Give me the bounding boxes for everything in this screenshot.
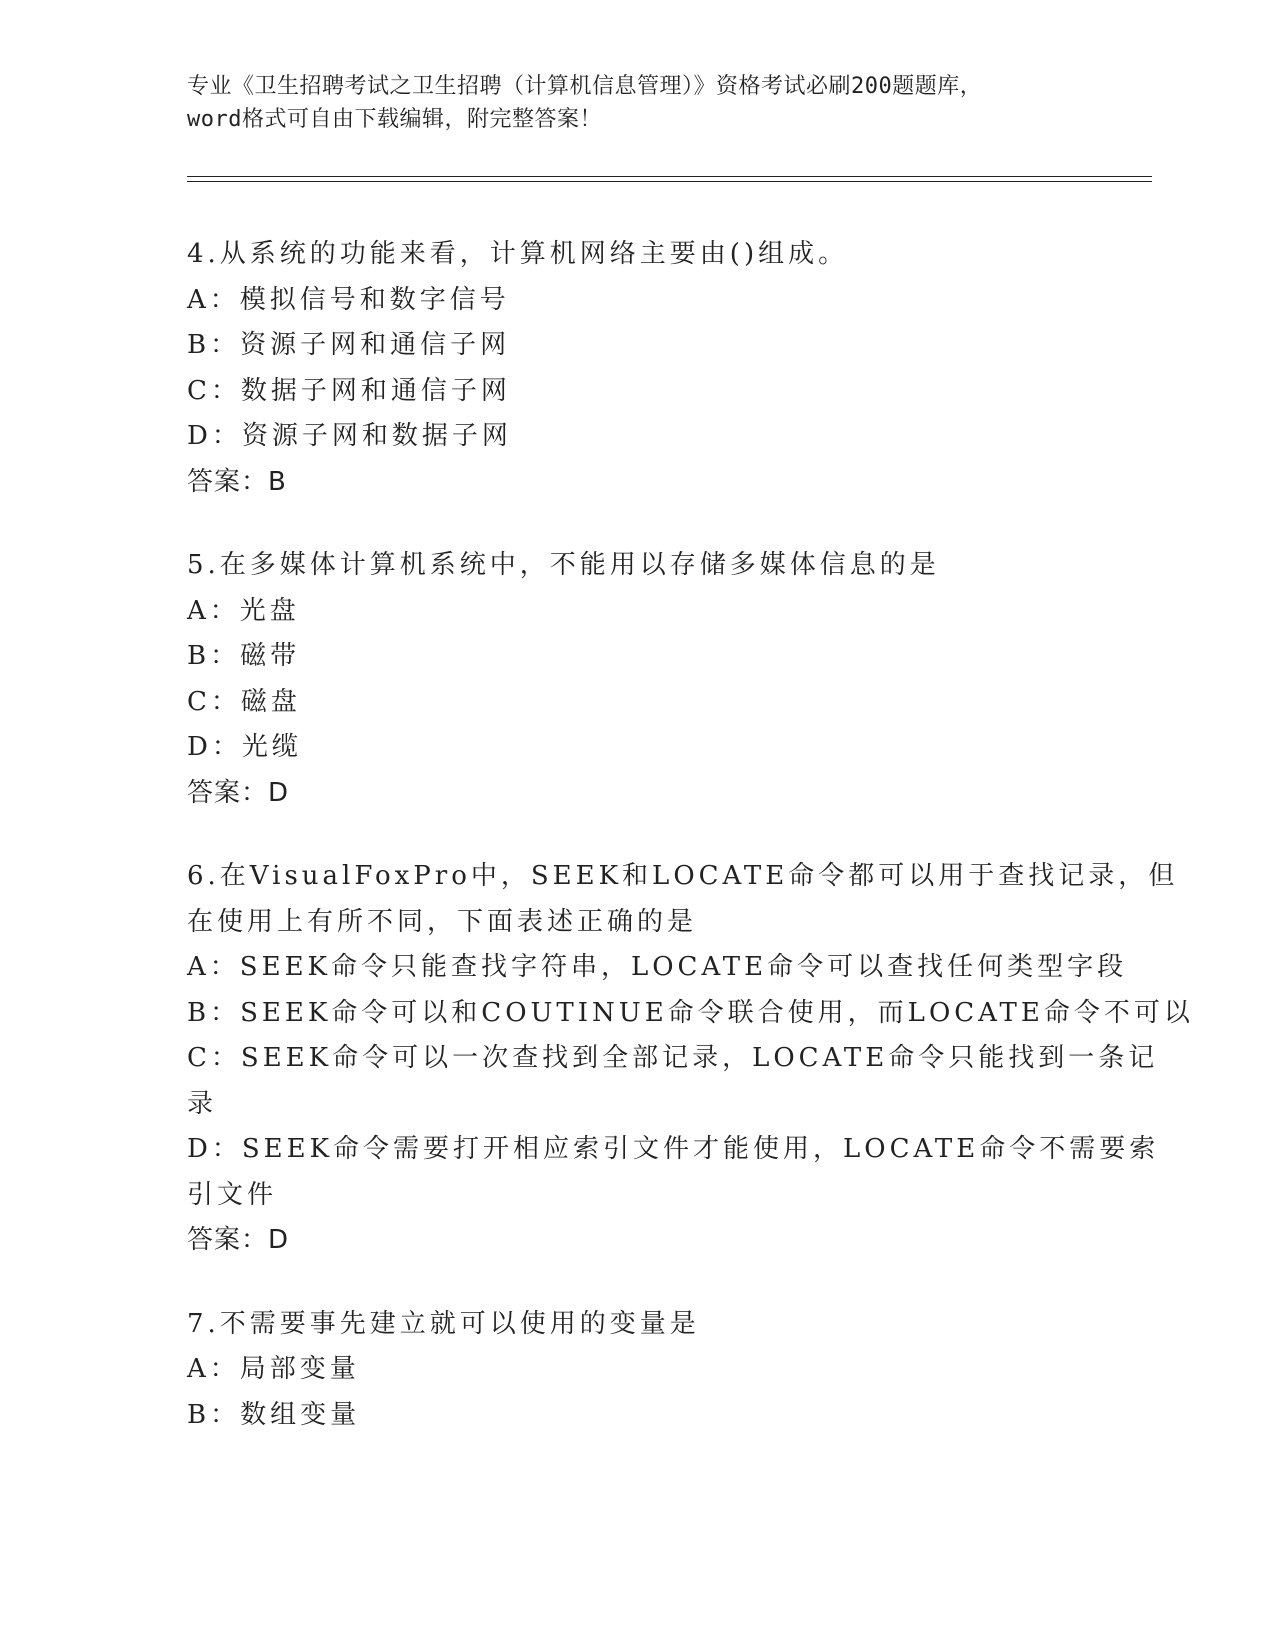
question-4	[187, 232, 1087, 505]
option-d-line-1: D：SEEK命令需要打开相应索引文件才能使用，LOCATE命令不需要索	[187, 1134, 1160, 1164]
option-a: A：光盘	[187, 595, 300, 626]
option-d-line-2: 引文件	[187, 1179, 278, 1210]
option-b: B：SEEK命令可以和COUTINUE命令联合使用，而LOCATE命令不可以	[187, 997, 1194, 1028]
question-stem: 5.在多媒体计算机系统中，不能用以存储多媒体信息的是	[187, 550, 940, 580]
header-divider	[187, 176, 1152, 182]
question-stem: 7.不需要事先建立就可以使用的变量是	[187, 1308, 700, 1339]
answer-label: 答案：D	[187, 777, 290, 808]
question-list	[187, 232, 1194, 1476]
question-5	[187, 543, 1087, 816]
header-line-2: word格式可自由下载编辑，附完整答案！	[187, 107, 602, 132]
question-7	[187, 1302, 1087, 1439]
option-c: C：数据子网和通信子网	[187, 375, 511, 406]
header-line-1: 专业《卫生招聘考试之卫生招聘（计算机信息管理）》资格考试必刷200题题库，	[187, 74, 983, 99]
option-c-line-1: C：SEEK命令可以一次查找到全部记录，LOCATE命令只能找到一条记	[187, 1043, 1159, 1073]
question-stem-line-2: 在使用上有所不同，下面表述正确的是	[187, 906, 698, 937]
option-b: B：磁带	[187, 641, 301, 671]
option-c-line-2: 录	[187, 1088, 218, 1119]
option-d: D：光缆	[187, 732, 302, 762]
option-c: C：磁盘	[187, 686, 301, 717]
option-b: B：资源子网和通信子网	[187, 330, 511, 360]
question-6	[187, 854, 1194, 1264]
answer-label: 答案：D	[187, 1225, 290, 1255]
question-stem-line-1: 6.在VisualFoxPro中，SEEK和LOCATE命令都可以用于查找记录，但	[187, 861, 1179, 891]
question-stem: 4.从系统的功能来看，计算机网络主要由()组成。	[187, 239, 849, 269]
option-b: B：数组变量	[187, 1399, 361, 1430]
document-header	[187, 70, 1087, 136]
answer-label: 答案：B	[187, 466, 287, 497]
option-a: A：局部变量	[187, 1354, 360, 1384]
option-a: A：SEEK命令只能查找字符串，LOCATE命令可以查找任何类型字段	[187, 952, 1128, 982]
option-d: D：资源子网和数据子网	[187, 421, 512, 451]
option-a: A：模拟信号和数字信号	[187, 284, 510, 315]
